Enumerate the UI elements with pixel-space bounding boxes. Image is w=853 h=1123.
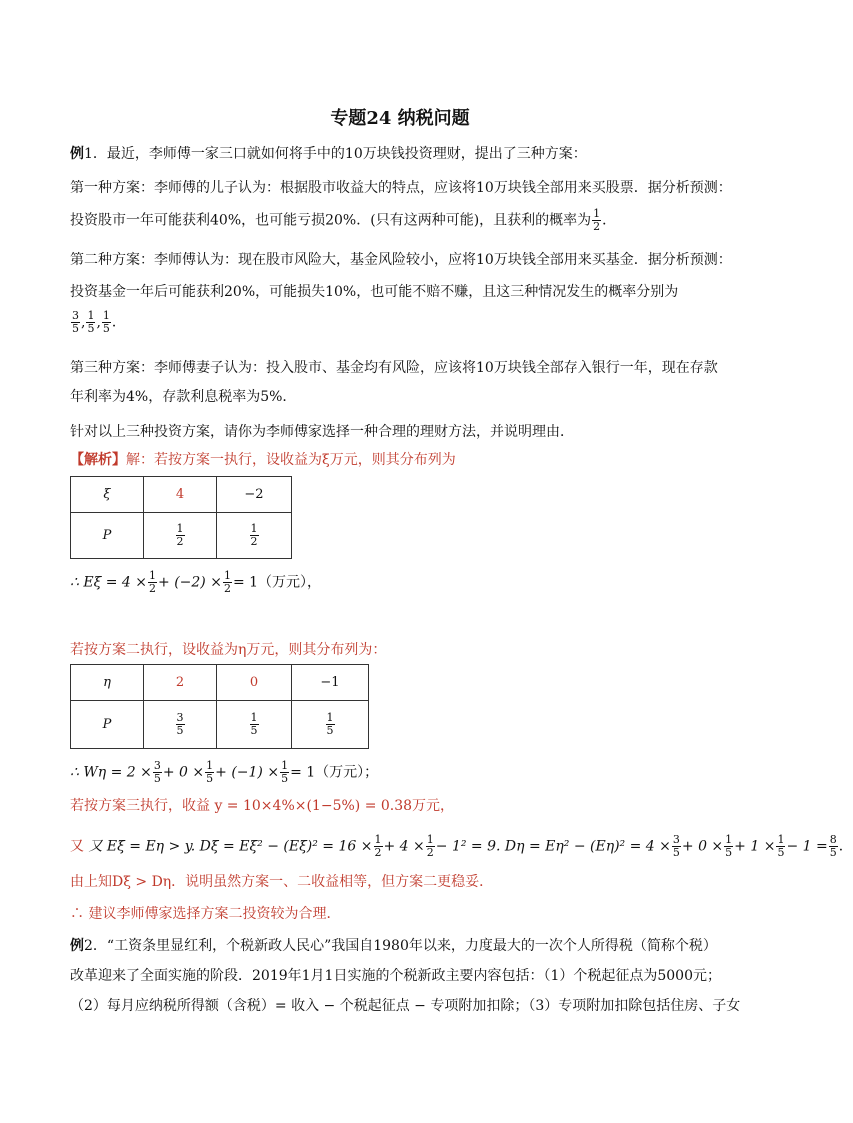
table-cell: $\frac{1}{2}$ [144, 513, 217, 559]
plan1-line1: 第一种方案：李师傅的儿子认为：根据股市收益大的特点，应该将10万块钱全部用来买股票．据分析预测： [70, 180, 732, 196]
prob-fraction: $\frac{1}{2}$ [593, 207, 601, 233]
example2-line1 [70, 936, 717, 956]
table-cell: $\frac{1}{2}$ [217, 513, 292, 559]
solution-conclusion: ∴ 建议李师傅家选择方案二投资较为合理． [70, 906, 341, 922]
table-cell: 0 [217, 665, 292, 701]
table-row [71, 665, 369, 701]
example2-line3: （2）每月应纳税所得额（含税）= 收入 − 个税起征点 − 专项附加扣除；（3）专项附加扣除包括住房、子女 [70, 998, 741, 1014]
plan3-line2: 年利率为4%，存款利息税率为5%． [70, 389, 297, 405]
page-title: 专题24 纳税问题 [330, 108, 470, 129]
plan1-line2-text: 投资股市一年可能获利40%，也可能亏损20%．(只有这两种可能)，且获利的概率为 [70, 212, 592, 229]
expectation-xi: ∴ Eξ = 4 × $\frac{1}{2}$ + (−2) × $\frac{1}{2}$ = 1（万元）， [70, 569, 322, 595]
solution-step5: 由上知Dξ > Dη．说明虽然方案一、二收益相等，但方案二更稳妥． [70, 874, 494, 890]
solution-step1: 若按方案一执行，设收益为ξ万元，则其分布列为 [154, 452, 456, 468]
variance-line: 又 又 Eξ = Eη > y. Dξ = Eξ² − (Eξ)² = 16 × $\frac{1}{2}$ + 4 × $\frac{1}{2}$ − 1² = 9. Dη = Eη² − (Eη)² = 4 × $\frac{3}{5}$ + 0 × $\frac{1}{5}$ + 1 × $\frac{1}{5}$ − 1 = $\frac{8}{5}$ ． [70, 833, 853, 859]
analysis-tag: 【解析】 [70, 452, 126, 468]
question-text: 针对以上三种投资方案，请你为李师傅家选择一种合理的理财方法，并说明理由． [70, 424, 574, 440]
table-row [71, 477, 292, 513]
table-cell: 4 [144, 477, 217, 513]
table-row [71, 513, 292, 559]
example1-label: 例 [70, 146, 84, 162]
table-cell: $\frac{1}{5}$ [217, 701, 292, 749]
plan1-line2: 投资股市一年可能获利40%，也可能亏损20%．(只有这两种可能)，且获利的概率为 $\frac{1}{2}$ ． [70, 207, 617, 233]
plan2-probabilities: $\frac{3}{5}$ , $\frac{1}{5}$ , $\frac{1}{5}$ ． [72, 309, 126, 335]
solution-step2: 若按方案二执行，设收益为η万元，则其分布列为： [70, 642, 387, 658]
table-cell: $\frac{1}{5}$ [292, 701, 369, 749]
plan2-line1: 第二种方案：李师傅认为：现在股市风险大，基金风险较小，应将10万块钱全部用来买基金．据分析预测： [70, 252, 732, 268]
plan2-line2: 投资基金一年后可能获利20%，可能损失10%，也可能不赔不赚，且这三种情况发生的概率分别为 [70, 284, 679, 300]
example1-head-text: 1．最近，李师傅一家三口就如何将手中的10万块钱投资理财，提出了三种方案： [84, 146, 587, 162]
example2-line2: 改革迎来了全面实施的阶段．2019年1月1日实施的个税新政主要内容包括：（1）个税起征点为5000元； [70, 968, 721, 984]
table-cell: $\frac{3}{5}$ [144, 701, 217, 749]
prob-fraction: $\frac{1}{5}$ [102, 309, 110, 335]
table-cell: ξ [71, 477, 144, 513]
plan3-line1: 第三种方案：李师傅妻子认为：投入股市、基金均有风险，应该将10万块钱全部存入银行一年，现在存款 [70, 360, 718, 376]
prob-fraction: $\frac{3}{5}$ [72, 309, 79, 335]
example2-label: 例 [70, 938, 84, 954]
expectation-eta: ∴ Wη = 2 × $\frac{3}{5}$ + 0 × $\frac{1}{5}$ + (−1) × $\frac{1}{5}$ = 1（万元）； [70, 759, 379, 785]
table-cell: P [71, 701, 144, 749]
distribution-table-eta [70, 664, 369, 749]
prob-fraction: $\frac{1}{5}$ [87, 309, 95, 335]
solution-heading [70, 450, 456, 470]
table-cell: −1 [292, 665, 369, 701]
example1-heading [70, 144, 587, 164]
table-cell: η [71, 665, 144, 701]
example2-line1-text: 2．“工资条里显红利，个税新政人民心”我国自1980年以来，力度最大的一次个人所得税（简称个税） [84, 938, 717, 954]
table-row [71, 701, 369, 749]
table-cell: 2 [144, 665, 217, 701]
solution-tag: 解： [126, 452, 154, 468]
table-cell: P [71, 513, 144, 559]
solution-step3: 若按方案三执行，收益 y = 10×4%×(1−5%) = 0.38万元， [70, 798, 455, 814]
table-cell: −2 [217, 477, 292, 513]
distribution-table-xi [70, 476, 292, 559]
